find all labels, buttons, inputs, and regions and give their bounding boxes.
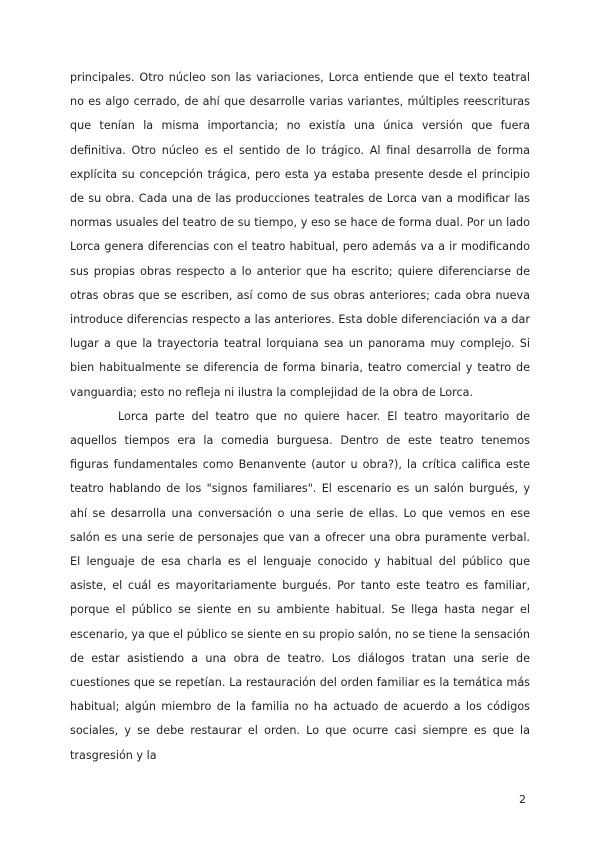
paragraph-lorca-teatro: Lorca parte del teatro que no quiere hacer. El teatro mayoritario de aquellos tiempos era la comedia burguesa. Dentro de este teatro tenemos figuras fundamentales como Benanvente (autor u obra?), la crítica califica este teatro hablando de los "signos familiares". El escenario es un salón burgués, y ahí se desarrolla una conversación o una serie de ellas. Lo que vemos en ese salón es una serie de personajes que van a ofrecer una obra puramente verbal. El lenguaje de esa charla es el lenguaje conocido y habitual del público que asiste, el cuál es mayoritariamente burgués. Por tanto este teatro es familiar, porque el público se siente en su ambiente habitual. Se llega hasta negar el escenario, ya que el público se siente en su propio salón, no se tiene la sensación de estar asistiendo a una obra de teatro. Los diálogos tratan una serie de cuestiones que se repetían. La restauración del orden familiar es la temática más habitual; algún miembro de la familia no ha actuado de acuerdo a los códigos sociales, y se debe restaurar el orden. Lo que ocurre casi siempre es que la trasgresión y la bbox=[70, 409, 530, 762]
body-text bbox=[70, 66, 530, 768]
paragraph-continued: principales. Otro núcleo son las variaciones, Lorca entiende que el texto teatral no es algo cerrado, de ahí que desarrolle varias variantes, múltiples reescrituras que tenían la misma importancia; no existía una única versión que fuera definitiva. Otro núcleo es el sentido de lo trágico. Al final desarrolla de forma explícita su concepción trágica, pero esta ya estaba presente desde el principio de su obra. Cada una de las producciones teatrales de Lorca van a modificar las normas usuales del teatro de su tiempo, y eso se hace de forma dual. Por un lado Lorca genera diferencias con el teatro habitual, pero además va a ir modificando sus propias obras respecto a lo anterior que ha escrito; quiere diferenciarse de otras obras que se escriben, así como de sus obras anteriores; cada obra nueva introduce diferencias respecto a las anteriores. Esta doble diferenciación va a dar lugar a que la trayectoria teatral lorquiana sea un panorama muy complejo. Si bien habitualmente se diferencia de forma binaria, teatro comercial y teatro de vanguardia; esto no refleja ni ilustra la complejidad de la obra de Lorca. bbox=[70, 71, 530, 399]
page-number: 2 bbox=[519, 793, 526, 806]
